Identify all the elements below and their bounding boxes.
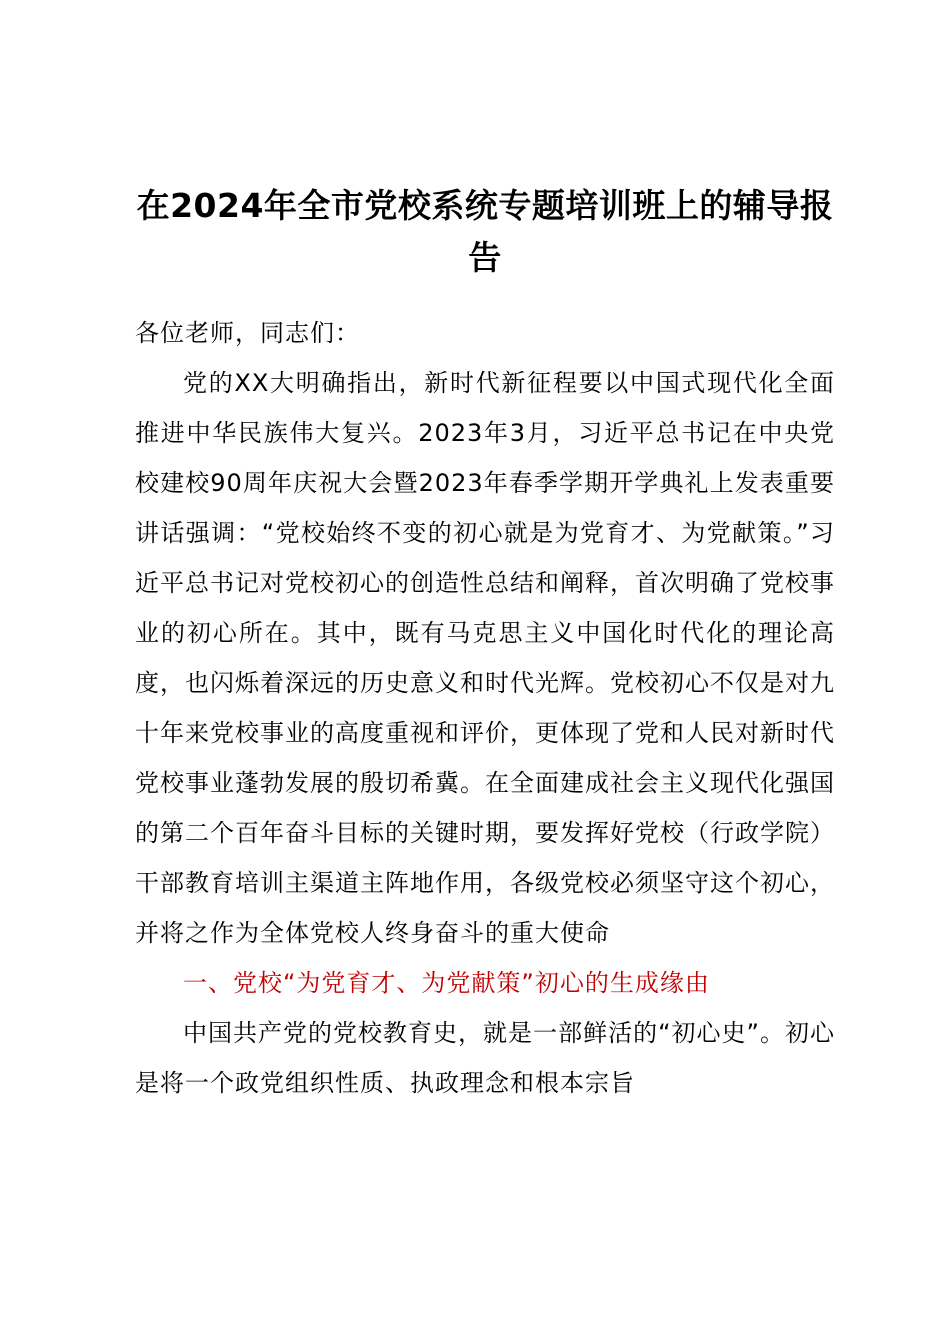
body-paragraph-2: 中国共产党的党校教育史，就是一部鲜活的“初心史”。初心是将一个政党组织性质、执政理念和根本宗旨 <box>135 1019 835 1097</box>
document-title: 在2024年全市党校系统专题培训班上的辅导报告 <box>136 186 834 277</box>
salutation: 各位老师，同志们： <box>135 319 360 347</box>
document-page <box>135 180 835 1108</box>
section-heading-1: 一、党校“为党育才、为党献策”初心的生成缘由 <box>183 969 710 997</box>
body-paragraph-1: 党的XX大明确指出，新时代新征程要以中国式现代化全面推进中华民族伟大复兴。2023年3月，习近平总书记在中央党校建校90周年庆祝大会暨2023年春季学期开学典礼上发表重要讲话强调：“党校始终不变的初心就是为党育才、为党献策。”习近平总书记对党校初心的创造性总结和阐释，首次明确了党校事业的初心所在。其中，既有马克思主义中国化时代化的理论高度，也闪烁着深远的历史意义和时代光辉。党校初心不仅是对九十年来党校事业的高度重视和评价，更体现了党和人民对新时代党校事业蓬勃发展的殷切希冀。在全面建成社会主义现代化强国的第二个百年奋斗目标的关键时期，要发挥好党校（行政学院）干部教育培训主渠道主阵地作用，各级党校必须坚守这个初心，并将之作为全体党校人终身奋斗的重大使命 <box>135 369 835 947</box>
